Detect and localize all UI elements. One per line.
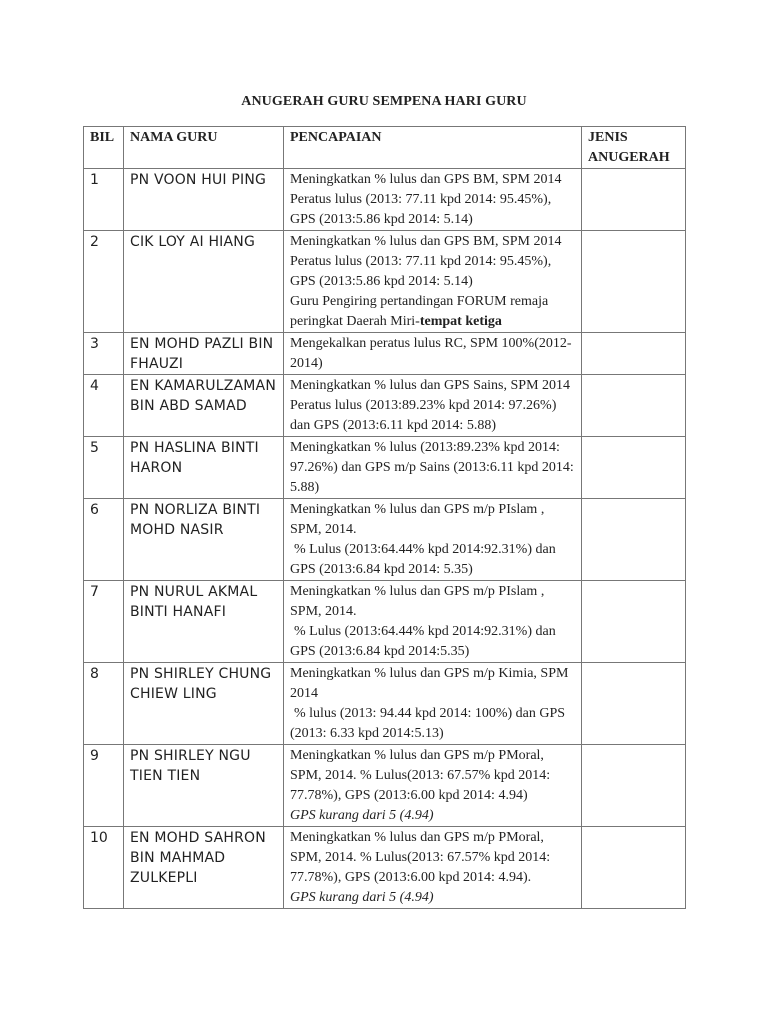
table-row [84,333,686,375]
pencapaian-text: Meningkatkan % lulus dan GPS m/p PMoral, SPM, 2014. % Lulus(2013: 67.57% kpd 2014: 77.78%), GPS (2013:6.00 kpd 2014: 4.94) [290,748,551,803]
pencapaian-line [290,252,575,292]
pencapaian-line [290,540,575,580]
cell-bil: 7 [84,581,124,663]
cell-pencapaian [284,231,582,333]
cell-bil: 5 [84,437,124,499]
cell-nama-guru: PN VOON HUI PING [124,169,284,231]
pencapaian-text: Meningkatkan % lulus dan GPS m/p Kimia, SPM 2014 [290,666,569,701]
cell-nama-guru: PN HASLINA BINTI HARON [124,437,284,499]
cell-pencapaian [284,663,582,745]
pencapaian-note: GPS kurang dari 5 (4.94) [290,890,434,905]
pencapaian-line [290,704,575,744]
header-pencapaian: PENCAPAIAN [284,127,582,169]
cell-nama-guru: EN MOHD SAHRON BIN MAHMAD ZULKEPLI [124,827,284,909]
cell-nama-guru: CIK LOY AI HIANG [124,231,284,333]
document-title: ANUGERAH GURU SEMPENA HARI GURU [241,94,527,109]
pencapaian-text: Meningkatkan % lulus dan GPS m/p PIslam , SPM, 2014. [290,584,545,619]
table-row [84,827,686,909]
pencapaian-line [290,334,575,374]
table-row [84,745,686,827]
cell-jenis-anugerah [582,745,686,827]
pencapaian-line [290,438,575,498]
pencapaian-line [290,376,575,436]
table-row [84,231,686,333]
cell-jenis-anugerah [582,499,686,581]
table-row [84,375,686,437]
table-row [84,581,686,663]
table-row [84,499,686,581]
pencapaian-line [290,190,575,230]
cell-bil: 3 [84,333,124,375]
cell-bil: 9 [84,745,124,827]
cell-nama-guru: PN SHIRLEY NGU TIEN TIEN [124,745,284,827]
table-body [84,169,686,909]
cell-bil: 1 [84,169,124,231]
cell-jenis-anugerah [582,827,686,909]
pencapaian-line [290,664,575,704]
cell-nama-guru: EN MOHD PAZLI BIN FHAUZI [124,333,284,375]
header-jenis-anugerah: JENIS ANUGERAH [582,127,686,169]
pencapaian-line [290,582,575,622]
cell-pencapaian [284,333,582,375]
cell-pencapaian [284,375,582,437]
pencapaian-line [290,292,575,332]
pencapaian-note: GPS kurang dari 5 (4.94) [290,808,434,823]
cell-jenis-anugerah [582,375,686,437]
pencapaian-text: % lulus (2013: 94.44 kpd 2014: 100%) dan GPS (2013: 6.33 kpd 2014:5.13) [290,706,566,741]
pencapaian-text: Peratus lulus (2013: 77.11 kpd 2014: 95.45%), GPS (2013:5.86 kpd 2014: 5.14) [290,192,552,227]
pencapaian-highlight: tempat ketiga [419,314,502,329]
pencapaian-line [290,746,575,806]
pencapaian-text: Meningkatkan % lulus (2013:89.23% kpd 2014: 97.26%) dan GPS m/p Sains (2013:6.11 kpd 2014: 5.88) [290,440,574,495]
cell-pencapaian [284,581,582,663]
cell-bil: 8 [84,663,124,745]
pencapaian-text: Peratus lulus (2013: 77.11 kpd 2014: 95.45%), GPS (2013:5.86 kpd 2014: 5.14) [290,254,552,289]
cell-pencapaian [284,745,582,827]
cell-pencapaian [284,827,582,909]
cell-jenis-anugerah [582,231,686,333]
cell-jenis-anugerah [582,663,686,745]
table-row [84,663,686,745]
award-table [83,126,686,909]
pencapaian-line [290,170,575,190]
pencapaian-text: Meningkatkan % lulus dan GPS BM, SPM 2014 [290,234,562,249]
cell-jenis-anugerah [582,437,686,499]
pencapaian-text: Guru Pengiring pertandingan FORUM remaja peringkat Daerah Miri- [290,294,549,329]
cell-bil: 4 [84,375,124,437]
pencapaian-line [290,500,575,540]
table-header-row [84,127,686,169]
pencapaian-text: Meningkatkan % lulus dan GPS BM, SPM 2014 [290,172,562,187]
table-row [84,437,686,499]
pencapaian-text: Meningkatkan % lulus dan GPS m/p PIslam , SPM, 2014. [290,502,545,537]
pencapaian-text: Meningkatkan % lulus dan GPS m/p PMoral, SPM, 2014. % Lulus(2013: 67.57% kpd 2014: 77.78%), GPS (2013:6.00 kpd 2014: 4.94). [290,830,551,885]
pencapaian-line [290,828,575,888]
pencapaian-text: % Lulus (2013:64.44% kpd 2014:92.31%) dan GPS (2013:6.84 kpd 2014:5.35) [290,624,556,659]
cell-jenis-anugerah [582,581,686,663]
cell-nama-guru: PN NORLIZA BINTI MOHD NASIR [124,499,284,581]
cell-jenis-anugerah [582,169,686,231]
pencapaian-text: Meningkatkan % lulus dan GPS Sains, SPM 2014 Peratus lulus (2013:89.23% kpd 2014: 97.26%) dan GPS (2013:6.11 kpd 2014: 5.88) [290,378,571,433]
cell-nama-guru: PN NURUL AKMAL BINTI HANAFI [124,581,284,663]
cell-jenis-anugerah [582,333,686,375]
cell-bil: 10 [84,827,124,909]
cell-nama-guru: PN SHIRLEY CHUNG CHIEW LING [124,663,284,745]
cell-bil: 6 [84,499,124,581]
pencapaian-line [290,622,575,662]
table-row [84,169,686,231]
cell-pencapaian [284,499,582,581]
cell-nama-guru: EN KAMARULZAMAN BIN ABD SAMAD [124,375,284,437]
pencapaian-line [290,232,575,252]
cell-bil: 2 [84,231,124,333]
pencapaian-text: % Lulus (2013:64.44% kpd 2014:92.31%) dan GPS (2013:6.84 kpd 2014: 5.35) [290,542,556,577]
cell-pencapaian [284,437,582,499]
header-nama-guru: NAMA GURU [124,127,284,169]
header-bil: BIL [84,127,124,169]
cell-pencapaian [284,169,582,231]
pencapaian-text: Mengekalkan peratus lulus RC, SPM 100%(2012-2014) [290,336,572,371]
